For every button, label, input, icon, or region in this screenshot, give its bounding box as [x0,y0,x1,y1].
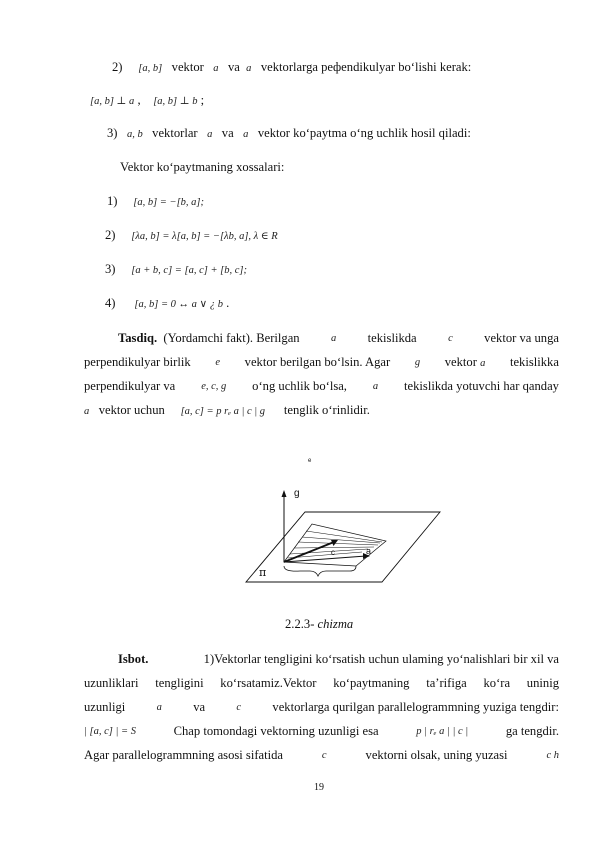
math-expr: [a, b] = 0 ↔ a ∨ ¿ b [134,299,223,310]
math-expr: [λa, b] = λ[a, b] = −[λb, a], λ ∈ R [131,231,278,242]
item-number: 1) [107,194,118,208]
hatch-line [290,549,368,554]
text: perpendikulyar va [84,379,176,393]
text: vektorni olsak, uning yuzasi [365,748,508,762]
figure-top-label: e [308,458,312,464]
math-var: a [246,63,252,74]
text: 1)Vektorlar tengligini ko‘rsatish uchun ulaming yo‘nalishlari bir xil va [203,652,559,666]
math-expr: [a + b, c] = [a, c] + [b, c]; [131,265,248,276]
text: ; [200,93,205,107]
math-var: c [321,750,327,761]
math-var: g [414,357,421,368]
text: tekislikda yotuvchi har qanday [404,379,559,393]
isbot-line-1 [118,652,559,667]
plane-pi [246,512,440,582]
item-number: 2) [105,228,116,242]
isbot-line-4 [84,724,559,739]
math-var: a [331,333,337,344]
page-number: 19 [314,782,324,793]
text: vektor uchun [98,403,165,417]
math-var: a [156,702,162,713]
math-var: e [215,357,220,368]
label-g: g [294,488,300,499]
tasdiq-label: Tasdiq. [118,331,158,345]
math-var: a [372,381,379,392]
text: . [226,296,230,310]
isbot-line-2: uzunliklari tengligini ko‘rsatamiz.Vektor ko‘paytmaning ta’rifiga ko‘ra uninig [84,676,559,690]
text: vektorlarga qurilgan parallelogrammning yuziga tengdir: [272,700,559,714]
caption-word: chizma [317,617,354,631]
math-expr: a, b [126,129,143,140]
label-pi: π [259,566,267,579]
text: vektor [444,355,477,369]
text: va [193,700,206,714]
math-var: a [84,406,90,417]
text: Chap tomondagi vektorning uzunligi esa [173,724,379,738]
math-var: c [236,702,242,713]
math-expr: [a, b] ⊥ a [90,96,135,107]
text: tekislikka [509,355,559,369]
projection-brace [284,566,356,576]
text: va [227,60,240,74]
figure-caption [285,617,353,632]
math-expr: [a, b] ⊥ b [153,96,198,107]
math-var: a [243,129,249,140]
math-expr: | [a, c] | = S [84,726,136,737]
isbot-line-5 [84,748,559,763]
item-number: 3) [105,262,116,276]
hatch-line [298,542,378,545]
math-var: c [448,333,453,344]
text: va [221,126,234,140]
text: tenglik o‘rinlidir. [283,403,370,417]
math-expr: p | rₑ a | | c | [416,726,469,737]
text: vektorlarga peфendikulyar bo‘lishi kerak: [260,60,472,74]
math-var: a [480,358,486,369]
text: vektor ko‘paytma o‘ng uchlik hosil qiladi: [257,126,471,140]
math-var: a [207,129,213,140]
math-expr: c h [546,750,559,761]
text: ga tengdir. [505,724,559,738]
math-expr: e, c, g [201,381,227,392]
vector-g-arrowhead [282,490,287,497]
label-c: c [331,548,335,557]
text: (Yordamchi fakt). Berilgan [163,331,300,345]
text: vektor va unga [484,331,559,345]
math-var: a [213,63,219,74]
properties-heading: Vektor ko‘paytmaning xossalari: [120,160,285,174]
math-expr: [a, b] [138,63,163,74]
isbot-line-3 [84,700,559,715]
caption-number: 2.2.3- [285,617,315,631]
item-number: 4) [105,296,116,310]
text: perpendikulyar birlik [84,355,191,369]
math-expr: [a, c] = p rₑ a | c | g [180,406,266,417]
text: o‘ng uchlik bo‘lsa, [252,379,347,393]
math-expr: [a, b] = −[b, a]; [133,197,205,208]
label-a: a [366,546,372,556]
text: tekislikda [367,331,417,345]
text: vektor berilgan bo‘lsin. Agar [244,355,391,369]
text: uzunligi [84,700,126,714]
item-number: 2) [112,60,123,74]
text: vektorlar [152,126,198,140]
isbot-label: Isbot. [118,652,149,666]
text: vektor [171,60,204,74]
item-number: 3) [107,126,118,140]
text: Agar parallelogrammning asosi sifatida [84,748,283,762]
text: , [137,93,141,107]
